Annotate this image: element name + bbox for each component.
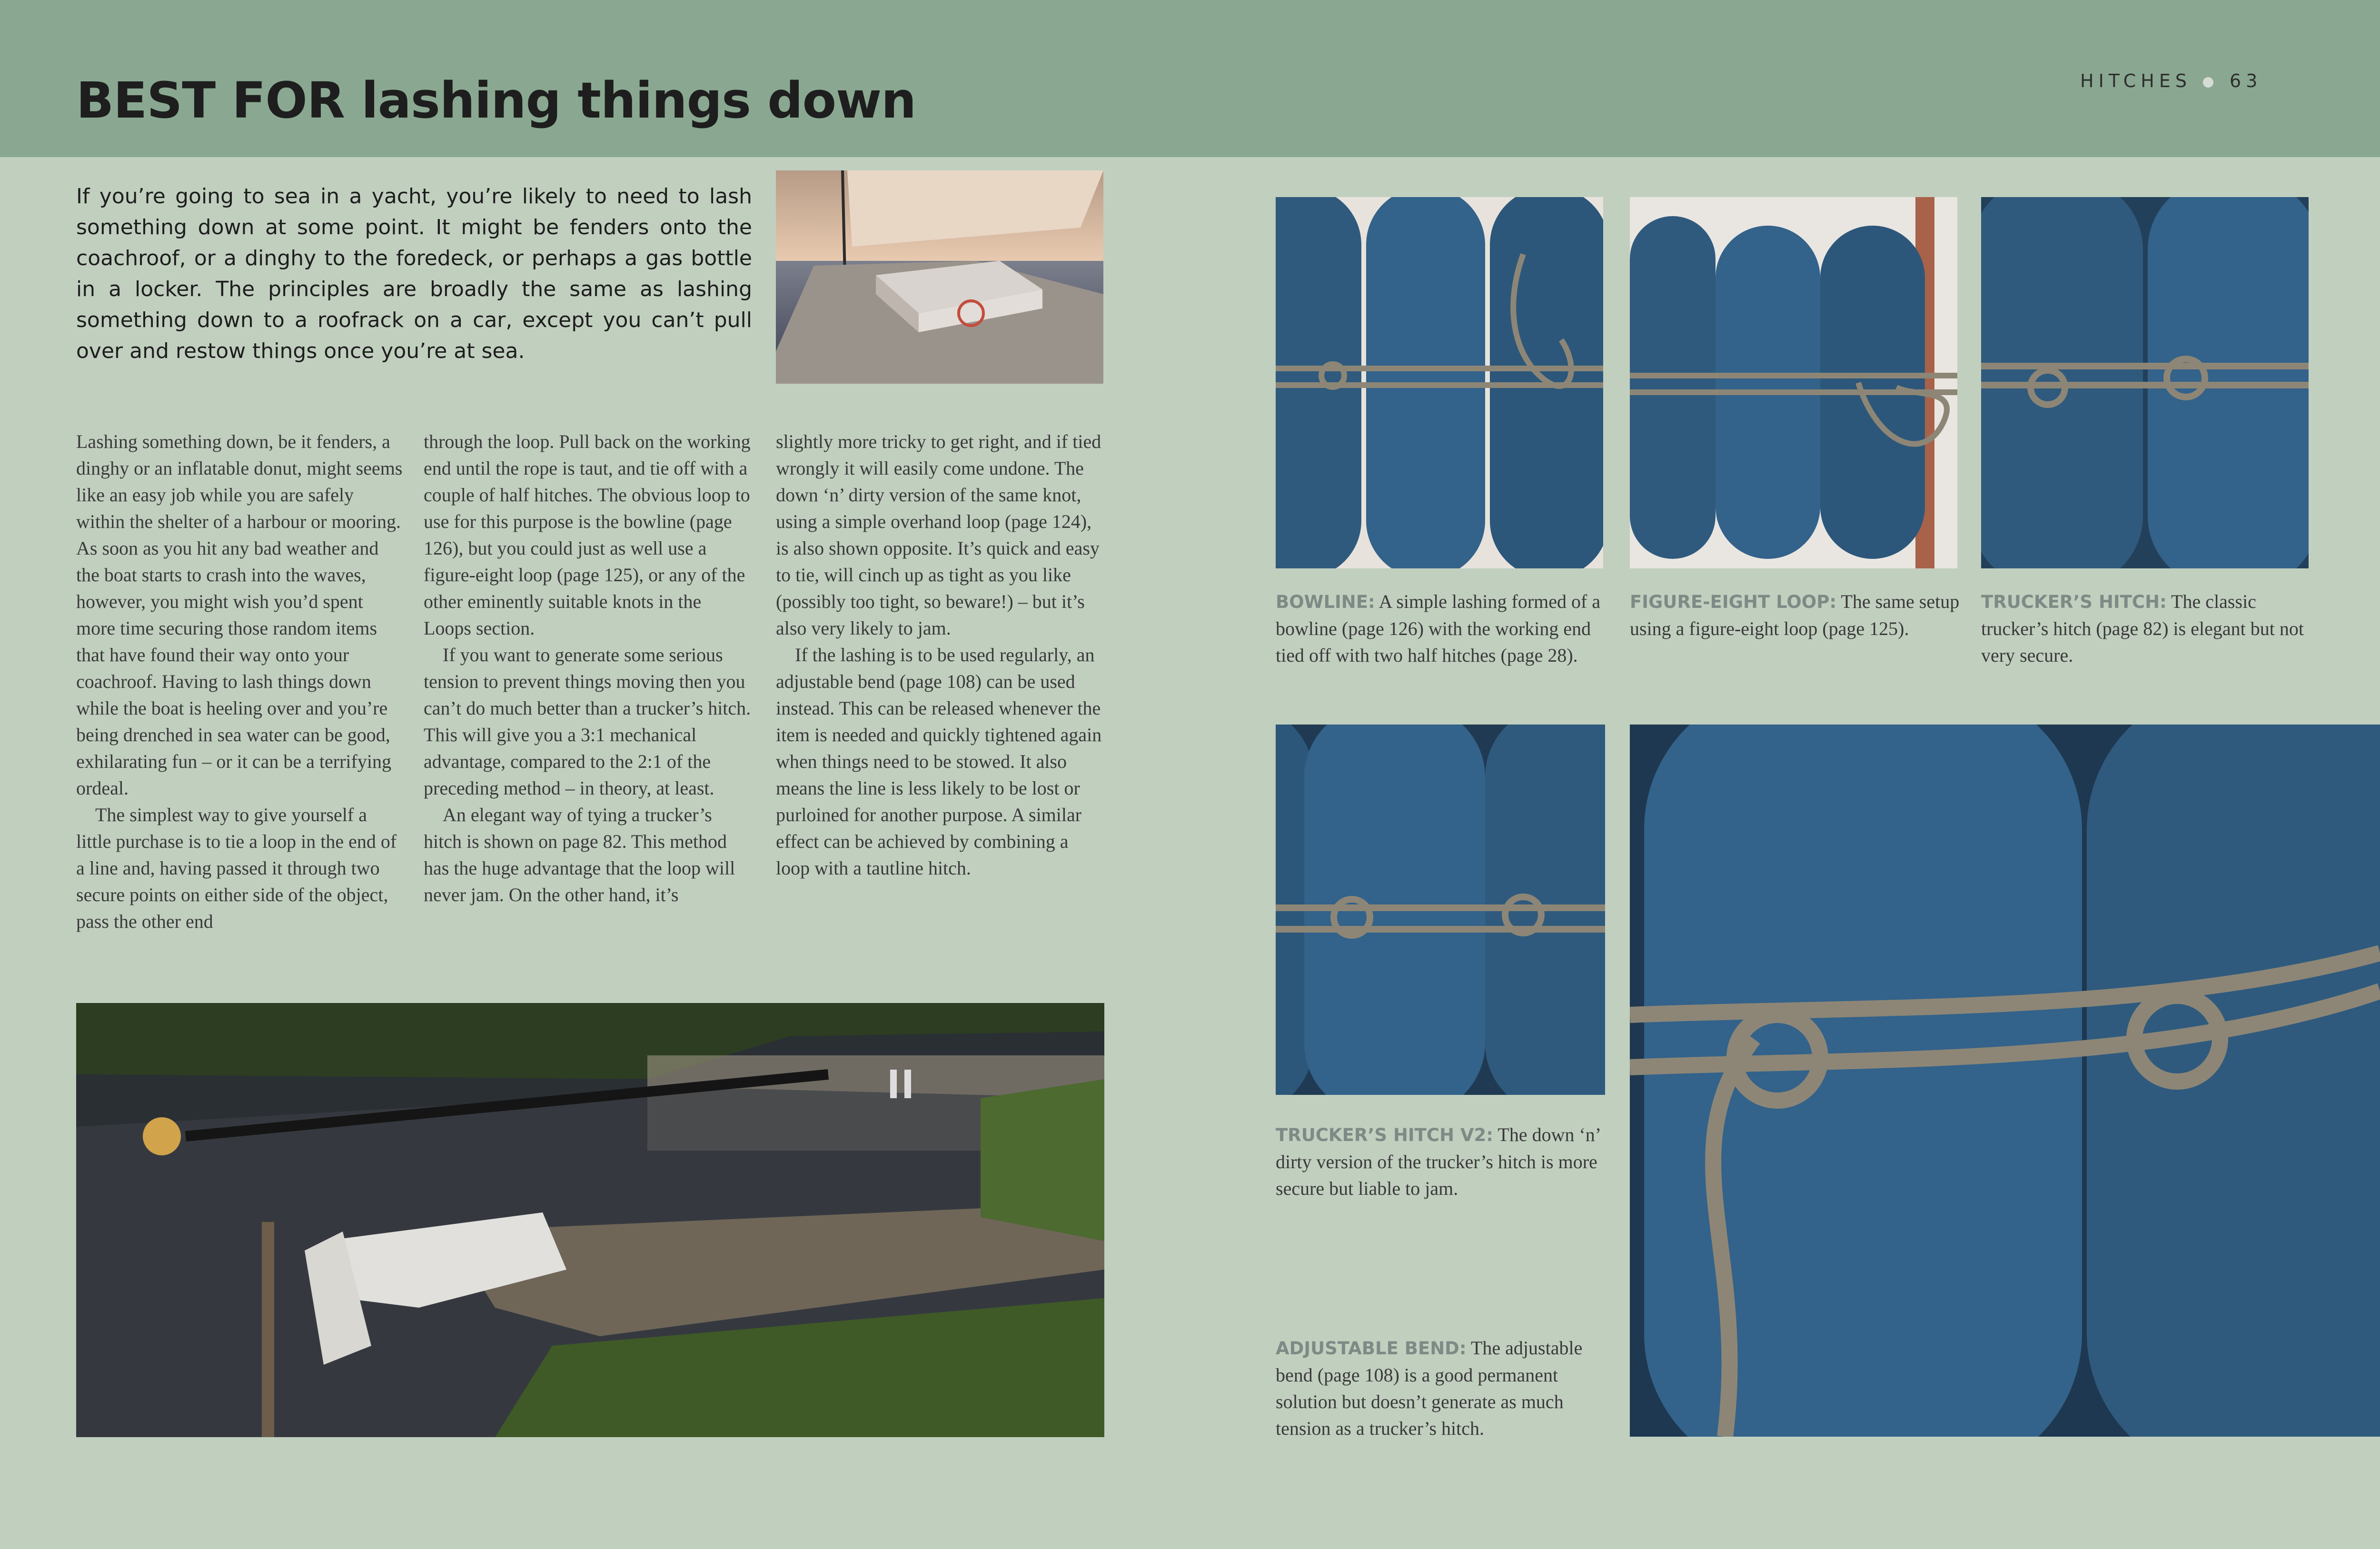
body-paragraph: An elegant way of tying a trucker’s hitch is shown on page 82. This method has the huge advantage that the loop will never jam. On the other hand, it’s: [424, 804, 735, 905]
caption-text: The down ‘n’ dirty version of the trucker’s hitch is more secure but liable to jam.: [1276, 1124, 1600, 1199]
body-paragraph: slightly more tricky to get right, and if tied wrongly it will easily come undone. The down ‘n’ dirty version of the same knot, using a simple overhand loop (page 124), is also shown opposite. It’s quick and easy to tie, will cinch up as tight as you like (possibly too tight, so beware!) – but it’s also very likely to jam.: [776, 431, 1101, 639]
caption-text: A simple lashing formed of a bowline (page 126) with the working end tied off with two half hitches (page 28).: [1276, 591, 1601, 666]
moored-boat-photo: [76, 1003, 1104, 1437]
caption-label: TRUCKER’S HITCH V2:: [1276, 1125, 1494, 1145]
body-column-3: [776, 428, 1104, 882]
body-paragraph: If you want to generate some serious tension to prevent things moving then you can’t do much better than a trucker’s hitch. This will give you a 3:1 mechanical advantage, compared to the 2:1 of the preceding method – in theory, at least.: [424, 644, 751, 799]
caption-label: FIGURE-EIGHT LOOP:: [1630, 592, 1837, 612]
truckers-hitch-v2-fenders-photo: [1276, 725, 1605, 1095]
body-paragraph: Lashing something down, be it fenders, a dinghy or an inflatable donut, might seems like an easy job while you are safely within the shelter of a harbour or mooring. As soon as you hit any bad weather and the boat starts to crash into the waves, however, you might wish you’d spent more time securing those random items that have found their way onto your coachroof. Having to lash things down while the boat is heeling over and you’re being drenched in sea water can be good, exhilarating fun – or it can be a terrifying ordeal.: [76, 431, 403, 799]
body-column-1: [76, 428, 405, 935]
page-title: BEST FOR lashing things down: [76, 71, 916, 129]
bowline-fenders-photo: [1276, 197, 1603, 568]
body-column-2: [424, 428, 752, 908]
running-head: [2080, 70, 2262, 91]
caption-label: BOWLINE:: [1276, 592, 1375, 612]
intro-paragraph: If you’re going to sea in a yacht, you’re likely to need to lash something down at some point. It might be fenders onto the coachroof, or a dinghy to the foredeck, or perhaps a gas bottle in a locker. The principles are broadly the same as lashing something down to a roofrack on a car, except you can’t pull over and restow things once you’re at sea.: [76, 184, 752, 363]
body-paragraph: If the lashing is to be used regularly, an adjustable bend (page 108) can be used instead. This can be released whenever the item is needed and quickly tightened again when things need to be stowed. It also means the line is less likely to be lost or purloined for another purpose. A similar effect can be achieved by combining a loop with a tautline hitch.: [776, 644, 1102, 879]
adjustable-bend-fenders-photo: [1630, 725, 2380, 1437]
body-paragraph: The simplest way to give yourself a little purchase is to tie a loop in the end of a line and, having passed it through two secure points on either side of the object, pass the other end: [76, 804, 397, 932]
caption-text: The classic trucker’s hitch (page 82) is elegant but not very secure.: [1981, 591, 2304, 666]
caption-label: ADJUSTABLE BEND:: [1276, 1338, 1467, 1359]
separator-dot-icon: [2203, 77, 2213, 88]
truckers-hitch-fenders-photo: [1981, 197, 2309, 568]
truckers-hitch-caption: [1981, 588, 2314, 669]
figure-eight-caption: [1630, 588, 1963, 642]
caption-label: TRUCKER’S HITCH:: [1981, 592, 2167, 612]
truckers-hitch-v2-caption: [1276, 1122, 1609, 1202]
sailboat-deck-photo: [776, 170, 1103, 384]
bowline-caption: [1276, 588, 1609, 669]
body-paragraph: through the loop. Pull back on the working end until the rope is taut, and tie off with a couple of half hitches. The obvious loop to use for this purpose is the bowline (page 126), but you could just as well use a figure-eight loop (page 125), or any of the other eminently suitable knots in the Loops section.: [424, 431, 751, 639]
caption-text: The adjustable bend (page 108) is a good permanent solution but doesn’t generate as much tension as a trucker’s hitch.: [1276, 1337, 1583, 1439]
caption-text: The same setup using a figure-eight loop (page 125).: [1630, 591, 1960, 639]
figure-eight-fenders-photo: [1630, 197, 1957, 568]
section-name: HITCHES: [2080, 70, 2192, 91]
adjustable-bend-caption: [1276, 1335, 1609, 1442]
page-number: 63: [2230, 70, 2262, 91]
